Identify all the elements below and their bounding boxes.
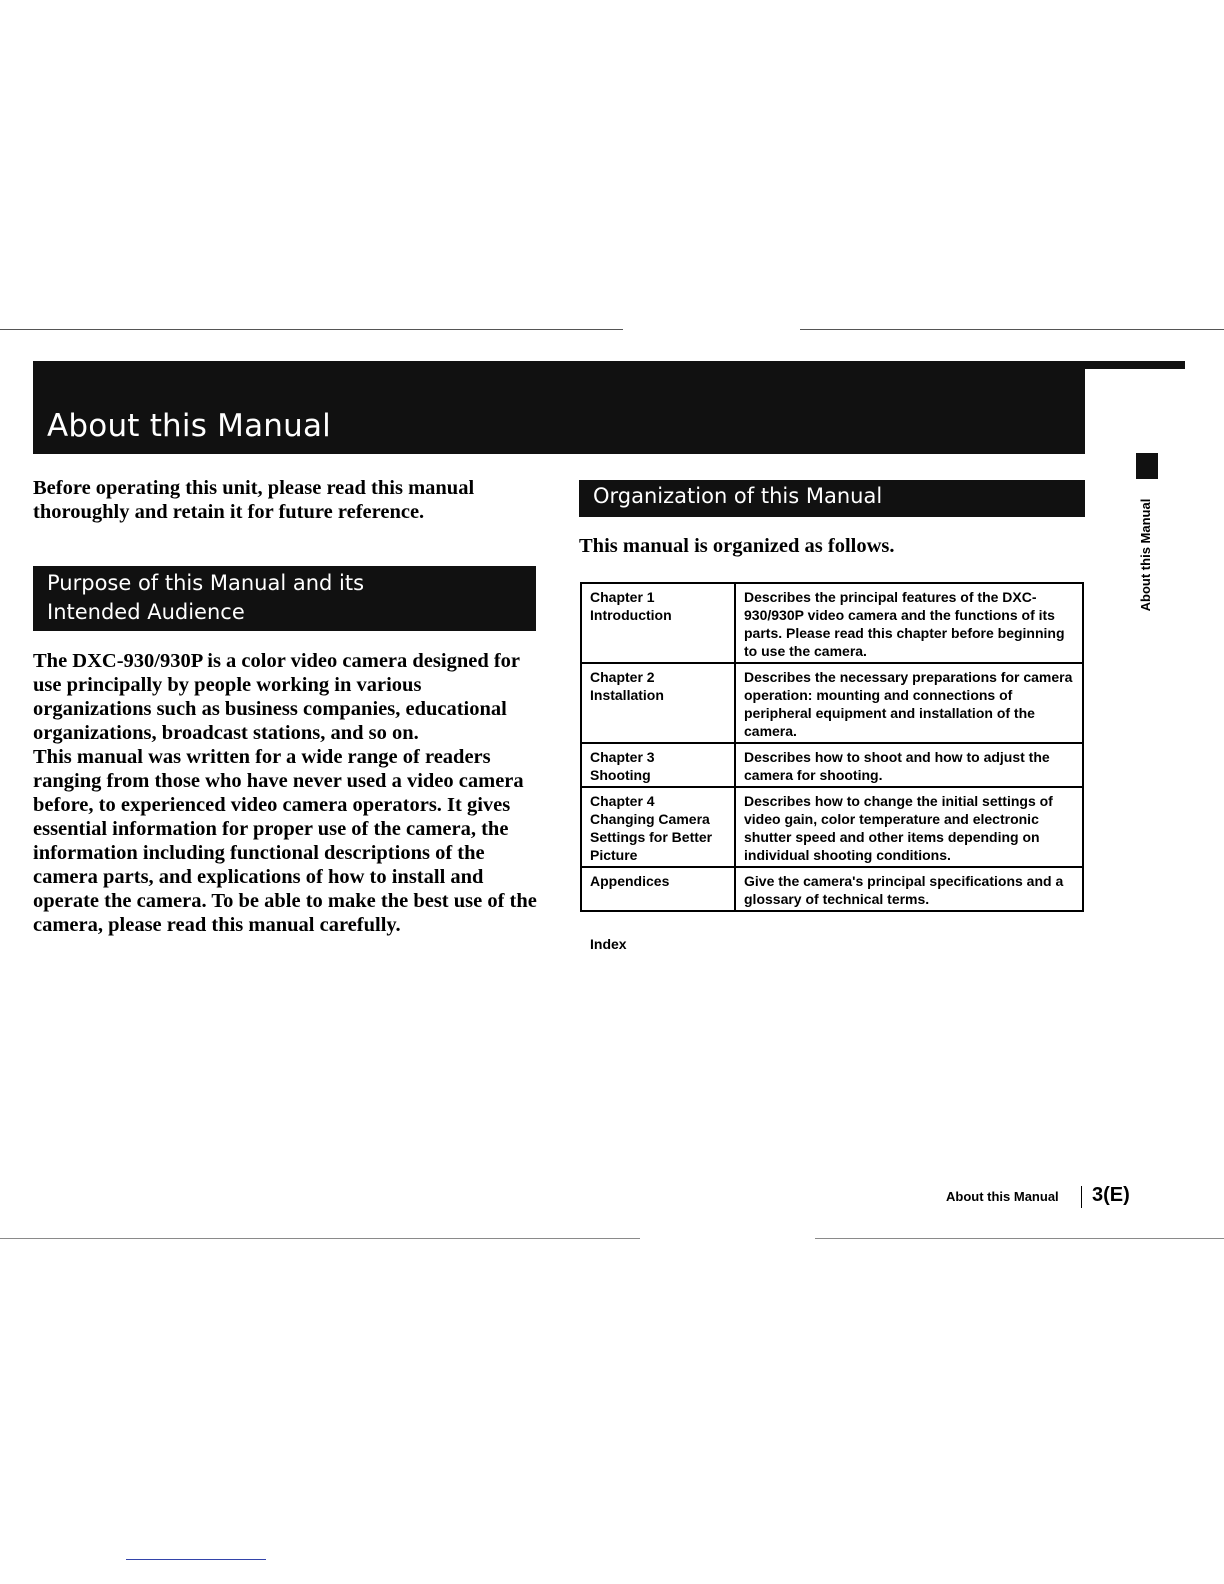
chapter-cell — [581, 663, 735, 743]
side-tab-label: About this Manual — [1138, 498, 1153, 612]
bottom-rule-right — [815, 1238, 1224, 1239]
organization-table — [580, 582, 1084, 912]
chapter-description: Describes the principal features of the DXC-930/930P video camera and the functions of its parts. Please read this chapter before beginning to use the camera. — [735, 583, 1083, 663]
footer-section-label: About this Manual — [946, 1189, 1059, 1204]
purpose-body — [33, 649, 543, 937]
top-rule-left — [0, 329, 623, 330]
purpose-heading-banner — [33, 566, 536, 631]
purpose-paragraph-2: This manual was written for a wide range of readers ranging from those who have never used a video camera before, to experienced video camera operators. It gives essential information for proper use of the camera, the information including functional descriptions of the camera parts, and explications of how to install and operate the camera. To be able to make the best use of the camera, please read this manual carefully. — [33, 746, 537, 936]
table-row — [581, 583, 1083, 663]
purpose-heading-line1: Purpose of this Manual and its — [47, 571, 365, 595]
page-number: 3(E) — [1092, 1184, 1130, 1206]
chapter-number: Chapter 2 — [590, 669, 655, 685]
table-row — [581, 787, 1083, 867]
top-rule-right — [800, 329, 1224, 330]
footer-divider — [1081, 1186, 1082, 1208]
organization-heading-banner — [579, 480, 1085, 517]
title-banner-extension — [1085, 361, 1185, 369]
chapter-number: Chapter 4 — [590, 793, 655, 809]
table-row — [581, 867, 1083, 911]
bottom-accent-rule — [126, 1559, 266, 1560]
purpose-heading — [47, 569, 527, 627]
chapter-name: Installation — [590, 687, 664, 703]
chapter-cell — [581, 743, 735, 787]
chapter-number: Chapter 1 — [590, 589, 655, 605]
chapter-description: Describes how to shoot and how to adjust the camera for shooting. — [735, 743, 1083, 787]
chapter-description: Give the camera's principal specifications and a glossary of technical terms. — [735, 867, 1083, 911]
table-row — [581, 663, 1083, 743]
page-title: About this Manual — [47, 408, 331, 444]
purpose-paragraph-1: The DXC-930/930P is a color video camera designed for use principally by people working in various organizations such as business companies, educational organizations, broadcast stations, and so on. — [33, 650, 520, 744]
organization-intro: This manual is organized as follows. — [579, 535, 895, 557]
organization-heading: Organization of this Manual — [593, 484, 883, 508]
chapter-name: Introduction — [590, 607, 672, 623]
table-row — [581, 743, 1083, 787]
chapter-description: Describes the necessary preparations for camera operation: mounting and connections of peripheral equipment and installation of the camera. — [735, 663, 1083, 743]
bottom-rule-left — [0, 1238, 640, 1239]
chapter-number: Appendices — [590, 873, 670, 889]
chapter-cell — [581, 867, 735, 911]
page-title-banner — [33, 361, 1085, 454]
intro-text: Before operating this unit, please read this manual thoroughly and retain it for future reference. — [33, 477, 475, 523]
index-label: Index — [590, 936, 627, 952]
chapter-cell — [581, 583, 735, 663]
purpose-heading-line2: Intended Audience — [47, 600, 245, 624]
chapter-cell — [581, 787, 735, 867]
chapter-name: Shooting — [590, 767, 651, 783]
chapter-name: Changing Camera Settings for Better Picture — [590, 811, 713, 863]
chapter-description: Describes how to change the initial settings of video gain, color temperature and electronic shutter speed and other items depending on individual shooting conditions. — [735, 787, 1083, 867]
chapter-number: Chapter 3 — [590, 749, 655, 765]
